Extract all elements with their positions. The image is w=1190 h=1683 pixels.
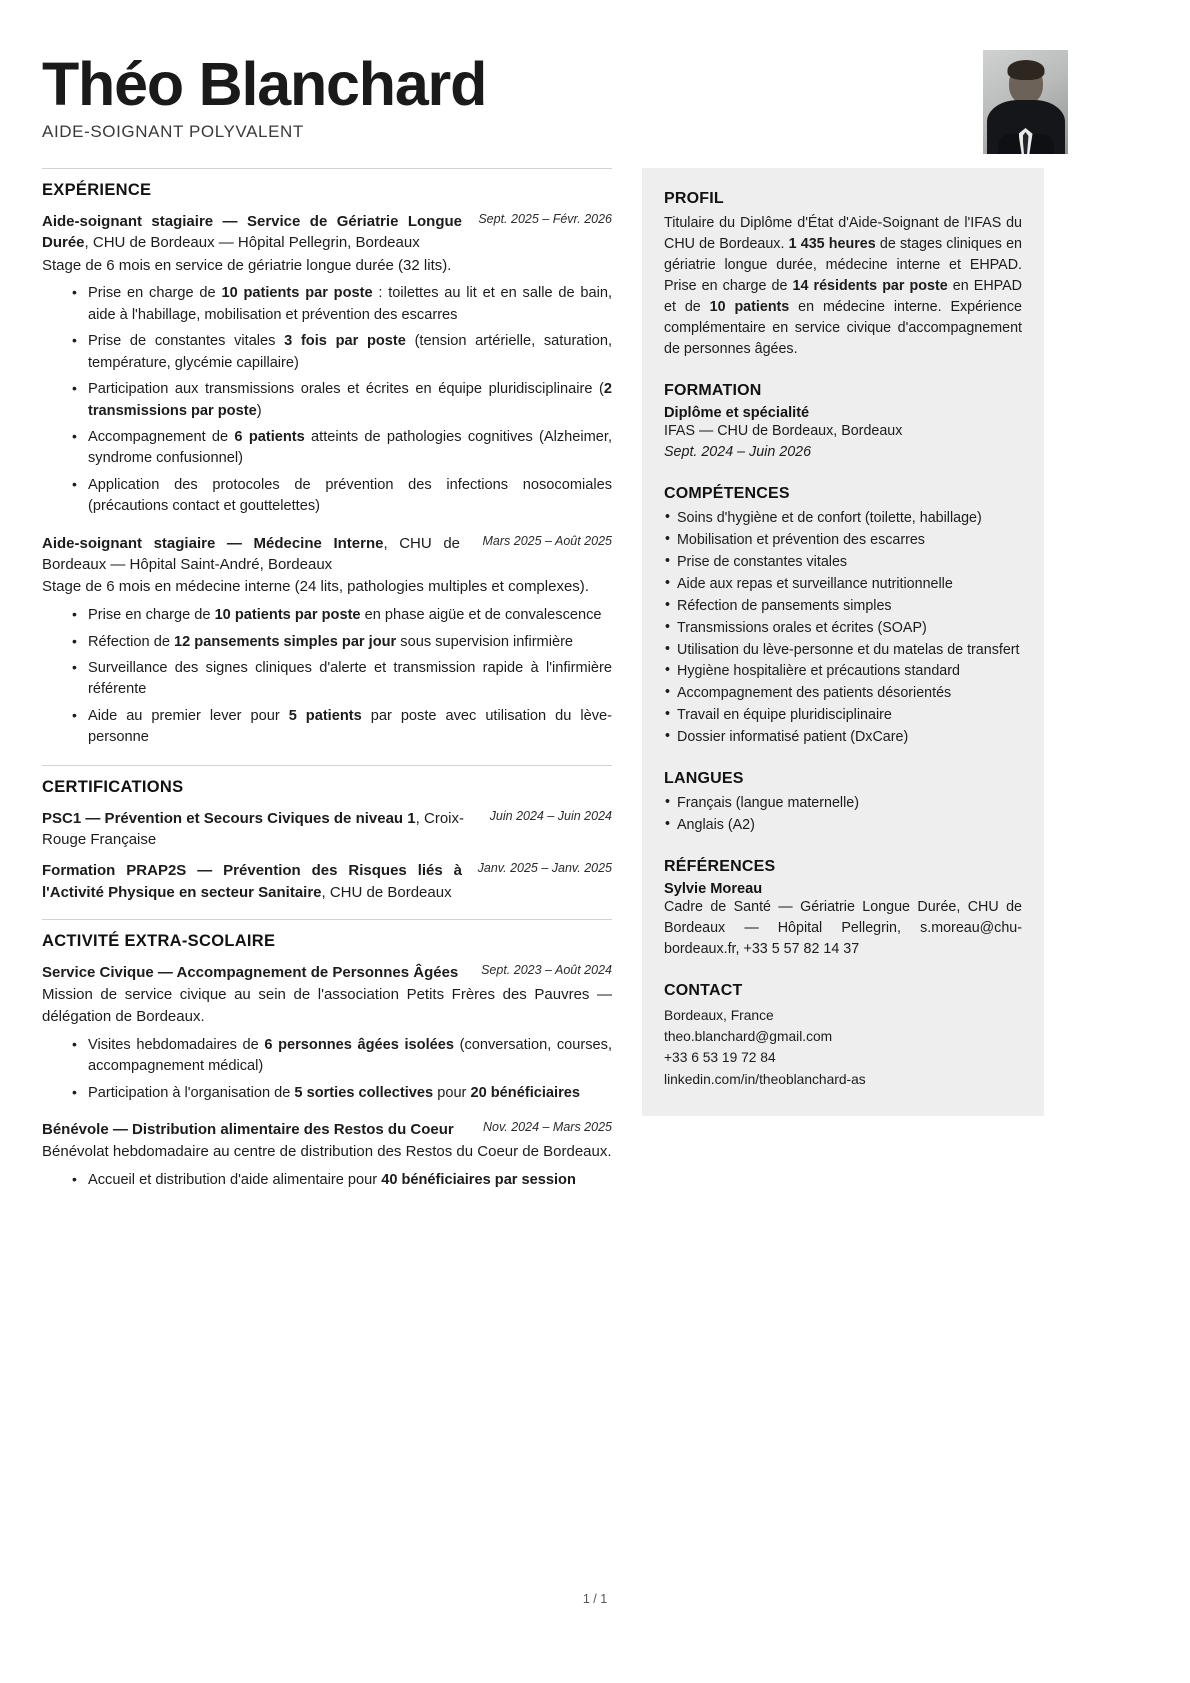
section-title-experience: EXPÉRIENCE [42,181,152,199]
entry-role: Aide-soignant stagiaire — Médecine Interne [42,534,384,552]
list-item [72,475,612,518]
bullet-pre: Participation aux transmissions orales et écrites en équipe pluridisciplinaire ( [88,381,604,398]
section-title-extra: ACTIVITÉ EXTRA-SCOLAIRE [42,931,276,950]
bullet-bold: 5 sorties collectives [294,1084,434,1101]
bullet-pre: Prise de constantes vitales [88,333,285,350]
entry-date: Juin 2024 – Juin 2024 [489,808,612,823]
list-item [72,283,612,326]
profil-bold: 1 435 heures [788,236,876,253]
bullet-bold: 40 bénéficiaires par session [381,1172,576,1189]
entry-header [42,860,612,903]
list-item: • Réfection de pansements simples [664,596,1022,617]
profil-text [664,213,1022,360]
formation-degree: Diplôme et spécialité [664,405,810,422]
entry-org: , CHU de Bordeaux — Hôpital Saint-André, Bordeaux [42,534,460,574]
entry-bullets [42,605,612,749]
profil-bold: 14 résidents par poste [792,278,948,295]
entry-header [42,1119,612,1140]
entry-org: , CHU de Bordeaux — Hôpital Pellegrin, Bordeaux [84,234,420,252]
bullet-pre: Prise en charge de [88,607,215,624]
entry-summary: Stage de 6 mois en médecine interne (24 lits, pathologies multiples et complexes). [42,578,589,596]
list-item [72,605,612,626]
section-title-profil: PROFIL [664,190,724,207]
entry-bullets [42,283,612,517]
list-item [72,1170,612,1191]
reference-detail: Cadre de Santé — Gériatrie Longue Durée, CHU de Bordeaux — Hôpital Pellegrin, s.moreau@chu-bordeaux.fr, +33 5 57 82 14 37 [664,898,1022,957]
bullet-pre: Prise en charge de [88,285,222,302]
list-item [72,1035,612,1078]
list-item: • Mobilisation et prévention des escarres [664,530,1022,551]
bullet-post: atteints de pathologies cognitives (Alzheimer, syndrome confusionnel) [88,428,613,467]
contact-linkedin[interactable]: linkedin.com/in/theoblanchard-as [664,1071,866,1087]
entry-date: Sept. 2023 – Août 2024 [481,962,612,977]
contact-email[interactable]: theo.blanchard@gmail.com [664,1029,833,1045]
list-item: • Travail en équipe pluridisciplinaire [664,705,1022,726]
job-subtitle: AIDE-SOIGNANT POLYVALENT [42,122,304,142]
bullet-post: ) [256,402,262,419]
right-column [642,168,1044,1116]
list-item: • Prise de constantes vitales [664,552,1022,573]
bullet-bold: 6 patients [234,428,305,445]
contact-location: Bordeaux, France [664,1007,774,1023]
bullet-bold: 12 pansements simples par jour [174,633,397,650]
entry-header [42,211,612,254]
entry-role: Aide-soignant stagiaire — Service de Gériatrie Longue Durée [42,213,462,252]
section-title-certifications: CERTIFICATIONS [42,777,184,796]
bullet-post: en phase aigüe et de convalescence [360,607,602,624]
resume-header [0,0,1190,168]
section-title-references: RÉFÉRENCES [664,857,776,875]
list-item: • Aide aux repas et surveillance nutritionnelle [664,574,1022,595]
list-item [72,632,612,653]
bullet-post: (conversation, courses, accompagnement médical) [88,1036,613,1075]
resume-columns [0,168,1190,1206]
entry-date: Sept. 2025 – Févr. 2026 [478,212,612,226]
divider [42,919,612,920]
experience-entry [42,533,612,749]
bullet-post: pour [433,1084,471,1101]
list-item: • Anglais (A2) [664,815,1022,836]
extra-entry [42,1119,612,1191]
bullet-bold: 5 patients [288,707,362,724]
section-title-formation: FORMATION [664,382,762,400]
certification-entry [42,808,612,851]
list-item [72,379,612,422]
bullet-bold: 2 transmissions par poste [88,381,612,419]
entry-date: Nov. 2024 – Mars 2025 [482,1119,612,1134]
bullet-bold: 10 patients par poste [221,285,373,302]
entry-summary: Mission de service civique au sein de l'association Petits Frères des Pauvres — délégation de Bordeaux. [42,986,612,1025]
list-item: • Dossier informatisé patient (DxCare) [664,727,1022,748]
profil-part: de stages cliniques en gériatrie longue durée, médecine interne et EHPAD. Prise en charge de [664,236,1023,295]
entry-date: Janv. 2025 – Janv. 2025 [477,861,612,876]
profil-part: en médecine interne. Expérience complémentaire en service civique d'accompagnement de personnes âgées. [664,299,1022,358]
bullet-post: par poste avec utilisation du lève-personne [88,707,612,746]
entry-date: Mars 2025 – Août 2025 [482,533,612,548]
entry-header [42,808,612,851]
bullet-post: sous supervision infirmière [396,633,574,650]
bullet-bold2: 20 bénéficiaires [470,1084,581,1101]
entry-header [42,962,612,983]
list-item [72,427,612,470]
page-title: Théo Blanchard [42,50,487,118]
experience-entry [42,211,612,518]
photo-hair [1007,60,1044,80]
portrait-photo [983,50,1068,154]
cert-org: , CHU de Bordeaux [321,883,452,901]
bullet-post: : toilettes au lit et en salle de bain, aide à l'habillage, mobilisation et prévention des escarres [88,285,613,323]
entry-summary: Bénévolat hebdomadaire au centre de distribution des Restos du Coeur de Bordeaux. [42,1143,612,1161]
profil-bold: 10 patients [709,299,790,316]
bullet-pre: Aide au premier lever pour [88,707,289,724]
bullet-pre: Surveillance des signes cliniques d'alerte et transmission rapide à l'infirmière référente [88,659,612,698]
reference-name: Sylvie Moreau [664,880,763,897]
bullet-bold: 6 personnes âgées isolées [264,1036,454,1053]
bullet-post: (tension artérielle, saturation, température, glycémie capillaire) [88,333,613,371]
list-item [72,331,612,374]
list-item: • Soins d'hygiène et de confort (toilette, habillage) [664,508,1022,529]
formation-school: IFAS — CHU de Bordeaux, Bordeaux [664,423,903,440]
entry-summary: Stage de 6 mois en service de gériatrie longue durée (32 lits). [42,256,452,274]
competences-list [664,508,1022,747]
list-item [72,706,612,749]
bullet-pre: Accompagnement de [88,428,235,445]
extra-role: Bénévole — Distribution alimentaire des Restos du Coeur [42,1120,454,1138]
section-title-langues: LANGUES [664,769,744,787]
bullet-bold: 3 fois par poste [284,333,406,350]
left-column [42,168,634,1206]
entry-bullets [42,1170,612,1191]
list-item: • Hygiène hospitalière et précautions standard [664,661,1022,682]
list-item: • Utilisation du lève-personne et du matelas de transfert [664,640,1022,661]
bullet-pre: Application des protocoles de prévention des infections nosocomiales (précautions contact et gouttelettes) [88,476,612,515]
section-title-contact: CONTACT [664,981,743,999]
list-item [72,1083,612,1104]
contact-phone[interactable]: +33 6 53 19 72 84 [664,1050,776,1066]
entry-header [42,533,612,576]
bullet-pre: Visites hebdomadaires de [88,1036,265,1053]
list-item [72,658,612,701]
formation-dates: Sept. 2024 – Juin 2026 [664,444,812,461]
extra-entry [42,962,612,1104]
entry-bullets [42,1035,612,1104]
divider [42,765,612,766]
cert-org: , Croix-Rouge Française [42,809,464,848]
profil-part: en EHPAD et de [664,278,1022,316]
page-number: 1 / 1 [582,1592,608,1606]
bullet-pre: Participation à l'organisation de [88,1084,295,1101]
list-item: • Transmissions orales et écrites (SOAP) [664,618,1022,639]
list-item: • Accompagnement des patients désorientés [664,683,1022,704]
langues-list [664,793,1022,836]
bullet-pre: Réfection de [88,633,174,650]
cert-name: PSC1 — Prévention et Secours Civiques de niveau 1 [42,809,416,827]
cert-name: Formation PRAP2S — Prévention des Risques liés à l'Activité Physique en secteur Sanitaire [42,862,462,901]
bullet-pre: Accueil et distribution d'aide alimentaire pour [88,1172,382,1189]
list-item: • Français (langue maternelle) [664,793,1022,814]
profil-part: Titulaire du Diplôme d'État d'Aide-Soignant de l'IFAS du CHU de Bordeaux. [664,215,1022,253]
divider [42,168,612,169]
certification-entry [42,860,612,903]
extra-role: Service Civique — Accompagnement de Personnes Âgées [42,963,459,981]
section-title-competences: COMPÉTENCES [664,485,790,503]
bullet-bold: 10 patients par poste [214,607,361,624]
